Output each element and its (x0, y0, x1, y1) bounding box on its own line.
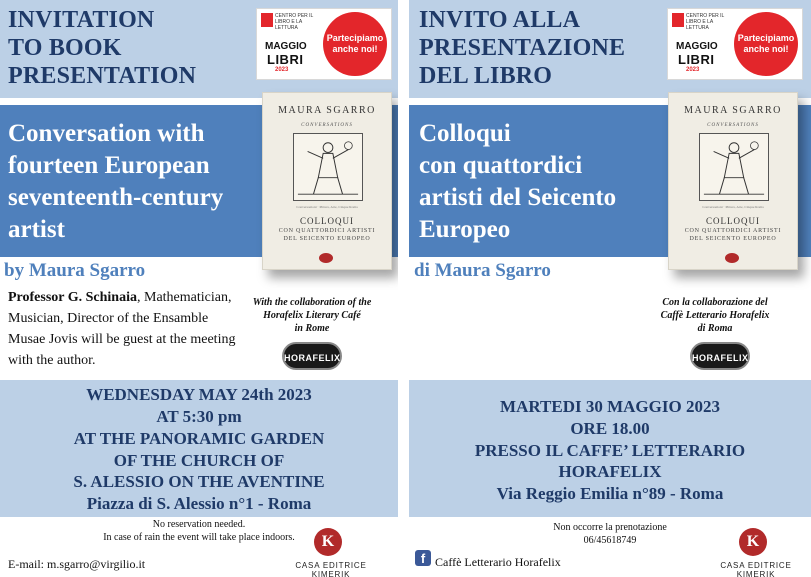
collab-line: di Roma (697, 323, 733, 334)
cover-engraving (293, 133, 363, 201)
guest-name: Professor G. Schinaia (8, 290, 137, 305)
book-title-line: con quattordici (419, 152, 583, 179)
cover-author: MAURA SGARRO (278, 105, 376, 116)
author-name: di Maura Sgarro (414, 260, 551, 281)
cover-series: CONVERSATIONS (301, 123, 353, 128)
maggio-libri-logo (261, 13, 317, 77)
maggio-libri-badge (667, 8, 803, 80)
event-date: WEDNESDAY MAY 24th 2023 (86, 385, 312, 404)
event-venue-line: S. ALESSIO ON THE AVENTINE (73, 472, 325, 491)
guest-text: , Mathematician, Musician, Director of the Ensamble Musae Jovis will be guest at the meeting with the author. (8, 290, 236, 368)
kimerik-logo (276, 528, 386, 577)
cover-title-line: DEL SEICENTO EUROPEO (689, 236, 777, 242)
note-line: Non occorre la prenotazione (553, 522, 667, 533)
collab-line: in Rome (294, 323, 330, 334)
partecipiamo-circle: Partecipiamo anche noi! (734, 12, 798, 76)
event-venue-line: OF THE CHURCH OF (113, 451, 285, 470)
book-cover-image (262, 92, 392, 270)
book-title-line: artist (8, 216, 65, 243)
kimerik-k-icon: K (314, 528, 342, 556)
guest-description (8, 287, 238, 371)
heading-line: INVITATION (8, 7, 155, 33)
kimerik-name: CASA EDITRICE KIMERIK (720, 561, 792, 577)
collaboration-note (640, 296, 790, 335)
invitation-panel-italian (409, 0, 811, 577)
cover-publisher-logo (319, 253, 333, 263)
cover-title-line: CON QUATTORDICI ARTISTI (278, 228, 376, 234)
note-line: No reservation needed. (152, 519, 246, 530)
contact-email[interactable]: E-mail: m.sgarro@virgilio.it (8, 557, 146, 571)
invitation-heading (8, 6, 196, 90)
cover-engraving (699, 133, 769, 201)
kimerik-k-icon: K (739, 528, 767, 556)
heading-line: TO BOOK (8, 35, 122, 61)
event-venue-line: HORAFELIX (558, 462, 662, 481)
event-time: AT 5:30 pm (156, 407, 242, 426)
maggio-libri-logo (672, 13, 728, 77)
cover-subtitle: Conversazioni · Pittura, Arte, Cinque Roma (702, 205, 764, 209)
logo-year: 2023 (275, 67, 289, 73)
book-title-line: Europeo (419, 216, 511, 243)
collab-line: Con la collaborazione del (662, 297, 768, 308)
kimerik-name: CASA EDITRICE KIMERIK (295, 561, 367, 577)
invitation-heading (419, 6, 625, 90)
cover-title: COLLOQUI (706, 216, 760, 226)
logo-maggio: MAGGIO (265, 41, 307, 52)
maggio-libri-badge (256, 8, 392, 80)
cover-title-sub (669, 227, 797, 243)
event-address: Piazza di S. Alessio n°1 - Roma (86, 494, 312, 513)
cover-title-line: DEL SEICENTO EUROPEO (283, 236, 371, 242)
kimerik-logo (701, 528, 811, 577)
cover-series: CONVERSATIONS (707, 123, 759, 128)
logo-small-text: CENTRO PER IL LIBRO E LA LETTURA (275, 13, 314, 31)
collab-line: With the collaboration of the (252, 297, 372, 308)
book-title-line: Conversation with (8, 120, 205, 147)
collab-line: Caffè Letterario Horafelix (660, 310, 770, 321)
engraving-figure-icon (294, 134, 362, 200)
cover-author: MAURA SGARRO (684, 105, 782, 116)
facebook-icon[interactable]: f (415, 550, 431, 566)
collab-line: Horafelix Literary Café (263, 310, 361, 321)
logo-year: 2023 (686, 67, 700, 73)
logo-libri: LIBRI (267, 52, 304, 67)
logo-red-mark (672, 13, 684, 27)
book-cover-image (668, 92, 798, 270)
partecipiamo-circle: Partecipiamo anche noi! (323, 12, 387, 76)
phone-number: 06/45618749 (583, 535, 637, 546)
collaboration-note (237, 296, 387, 335)
heading-line: PRESENTATION (8, 63, 197, 89)
logo-maggio: MAGGIO (676, 41, 718, 52)
cover-title-sub (263, 227, 391, 243)
facebook-page-link[interactable]: Caffè Letterario Horafelix (435, 555, 561, 569)
horafelix-logo: HORAFELIX (282, 342, 342, 370)
event-venue-line: AT THE PANORAMIC GARDEN (73, 429, 325, 448)
event-date: MARTEDI 30 MAGGIO 2023 (500, 397, 720, 416)
author-name: by Maura Sgarro (4, 260, 146, 281)
book-title (419, 118, 669, 246)
heading-line: DEL LIBRO (419, 63, 553, 89)
event-time: ORE 18.00 (570, 419, 650, 438)
cover-title: COLLOQUI (300, 216, 354, 226)
cover-publisher-logo (725, 253, 739, 263)
invitation-panel-english (0, 0, 398, 577)
logo-small-text: CENTRO PER IL LIBRO E LA LETTURA (686, 13, 725, 31)
cover-subtitle: Conversazioni · Pittura, Arte, Cinque Roma (296, 205, 358, 209)
logo-red-mark (261, 13, 273, 27)
engraving-figure-icon (700, 134, 768, 200)
cover-title-line: CON QUATTORDICI ARTISTI (684, 228, 782, 234)
logo-libri: LIBRI (678, 52, 715, 67)
book-title (8, 118, 258, 246)
book-title-line: fourteen European (8, 152, 210, 179)
heading-line: INVITO ALLA (419, 7, 581, 33)
heading-line: PRESENTAZIONE (419, 35, 626, 61)
book-title-line: artisti del Seicento (419, 184, 617, 211)
horafelix-logo: HORAFELIX (690, 342, 750, 370)
book-title-line: Colloqui (419, 120, 511, 147)
book-title-line: seventeenth-century (8, 184, 224, 211)
event-address: Via Reggio Emilia n°89 - Roma (496, 484, 724, 503)
event-venue-line: PRESSO IL CAFFE’ LETTERARIO (474, 441, 746, 460)
note-line: In case of rain the event will take place indoors. (103, 532, 295, 543)
